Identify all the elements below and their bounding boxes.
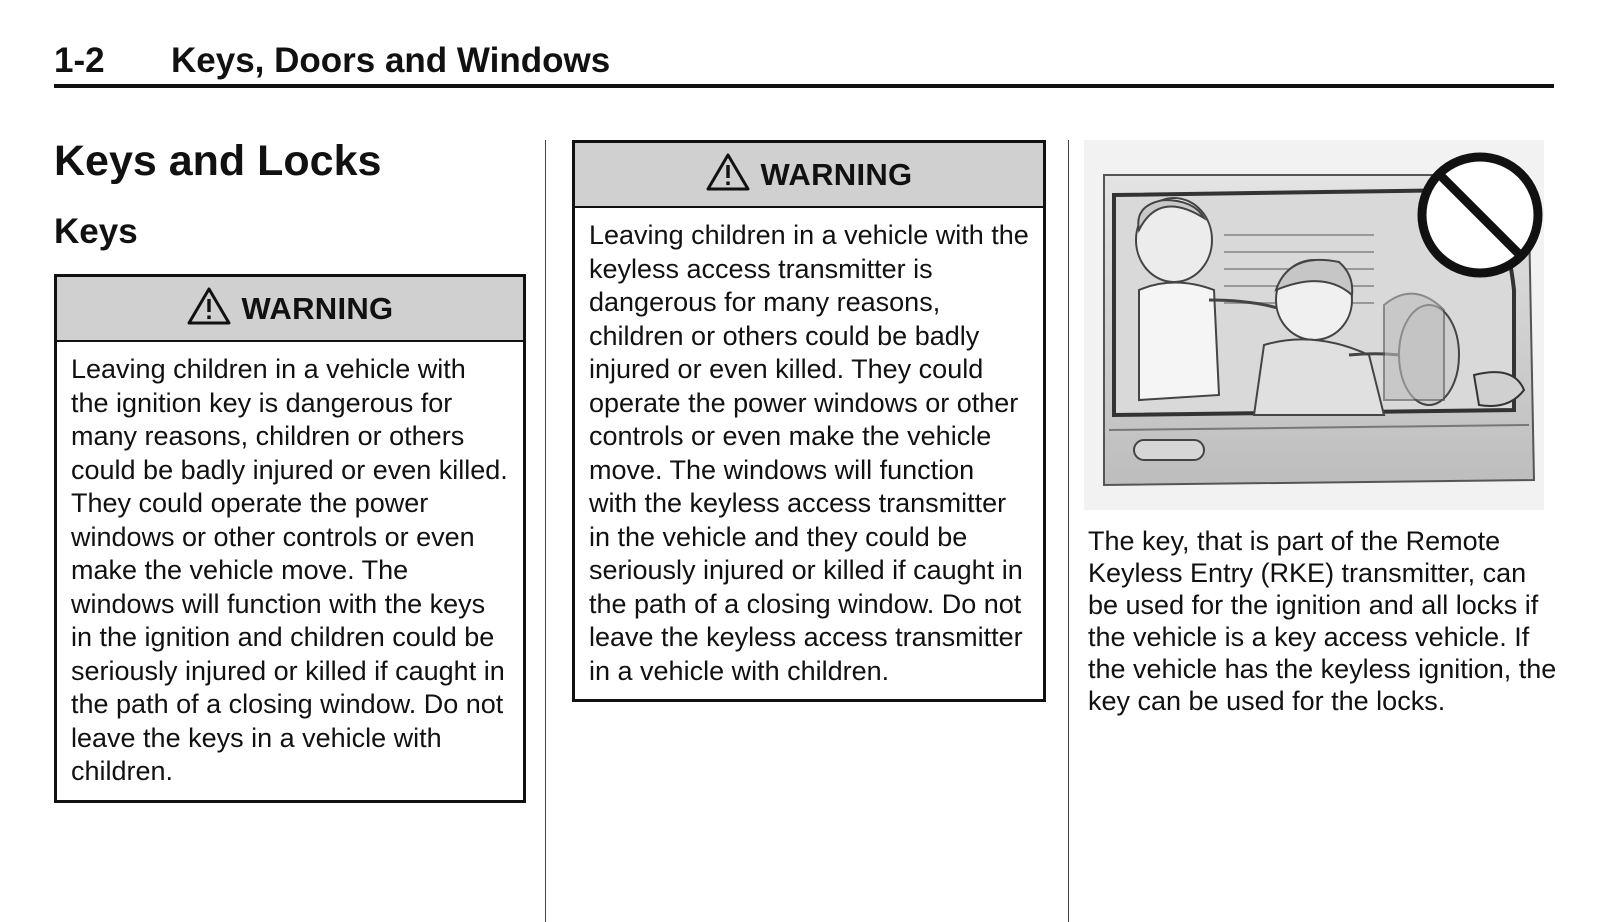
section-title: Keys and Locks: [54, 137, 382, 185]
warning-label: WARNING: [241, 290, 394, 326]
warning-text: Leaving children in a vehicle with the keyless access transmitter is dangerous for many reasons, children or others could be badly injured or even killed. They could operate the power windows or other controls or even make the vehicle move. The windows will function with the keyless access transmitter in the vehicle and they could be seriously injured or killed if caught in the path of a closing window. Do not leave the keyless access transmitter in a vehicle with children.: [589, 220, 1029, 686]
warning-label: WARNING: [760, 156, 913, 192]
column-divider: [1068, 140, 1069, 922]
warning-box-ignition: [54, 274, 526, 803]
column-right: [1088, 140, 1558, 717]
page-header: [54, 40, 1554, 88]
warning-text: Leaving children in a vehicle with the ignition key is dangerous for many reasons, children or others could be badly injured or even killed. They could operate the power windows or other controls or even make the vehicle move. The windows will function with the keys in the ignition and children could be seriously injured or killed if caught in the path of a closing window. Do not leave the keys in a vehicle with children.: [71, 354, 508, 786]
section-subtitle: Keys: [54, 212, 138, 251]
page-number: 1-2: [54, 41, 105, 80]
warning-header: [575, 143, 1043, 208]
warning-triangle-icon: [706, 153, 750, 191]
chapter-title: Keys, Doors and Windows: [171, 41, 611, 80]
warning-triangle-icon: [187, 287, 231, 325]
warning-box-keyless: [572, 140, 1046, 702]
column-left: [54, 137, 526, 803]
column-divider: [545, 140, 546, 922]
warning-header: [57, 277, 523, 342]
prohibition-icon: [1422, 157, 1538, 273]
column-middle: [572, 140, 1046, 702]
children-in-car-illustration: [1084, 140, 1544, 510]
body-paragraph: The key, that is part of the Remote Keyless Entry (RKE) transmitter, can be used for the ignition and all locks if the vehicle is a key access vehicle. If the vehicle has the keyless ignition, the key can be used for the locks.: [1088, 526, 1557, 716]
